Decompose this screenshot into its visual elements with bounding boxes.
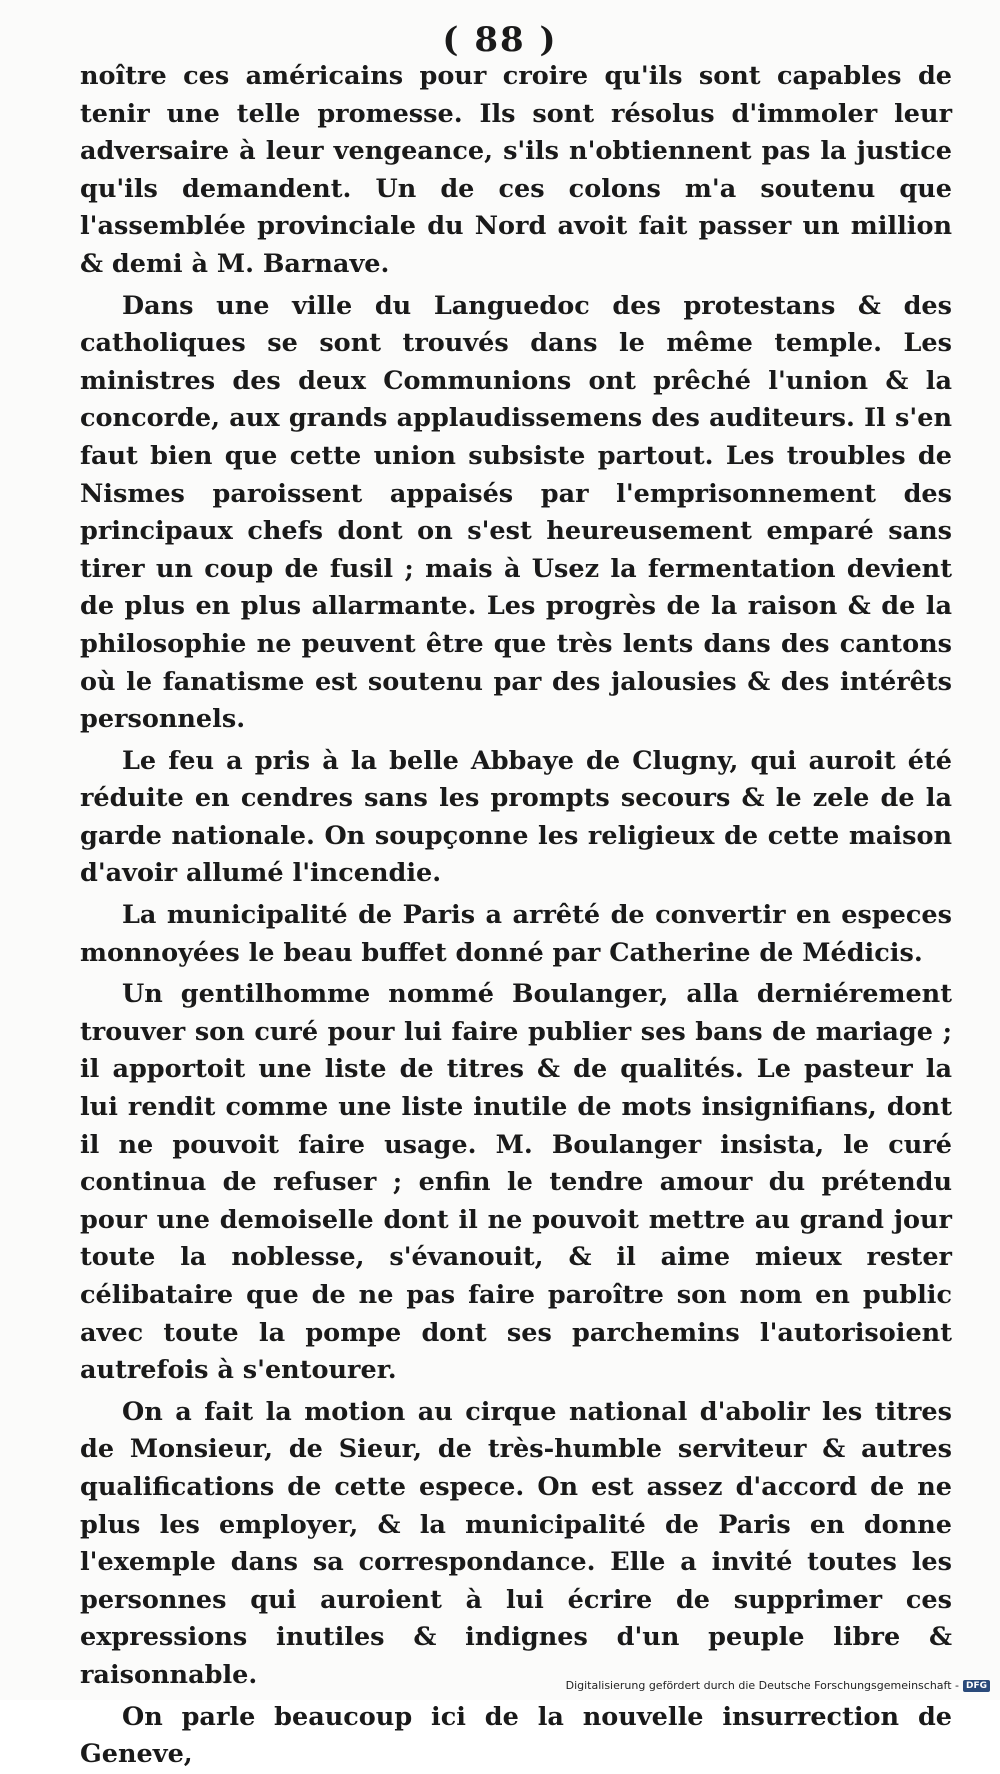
paragraph: On a fait la motion au cirque national d'abolir les titres de Monsieur, de Sieur, de très-humble serviteur & autres qualifications de cette espece. On est assez d'accord de ne plus les employer, & la municipalité de Paris en donne l'exemple dans sa correspondance. Elle a invité toutes les personnes qui auroient à lui écrire de supprimer ces expressions inutiles & indignes d'un peuple libre & raisonnable. (80, 1396, 952, 1690)
digitization-credit (566, 1679, 990, 1692)
paragraph: On parle beaucoup ici de la nouvelle insurrection de Geneve, (80, 1701, 952, 1770)
paragraph: Un gentilhomme nommé Boulanger, alla derniérement trouver son curé pour lui faire publier ses bans de mariage ; il apportoit une liste de titres & de qualités. Le pasteur la lui rendit comme une liste inutile de mots insignifians, dont il ne pouvoit faire usage. M. Boulanger insista, le curé continua de refuser ; enfin le tendre amour du prétendu pour une demoiselle dont il ne pouvoit mettre au grand jour toute la noblesse, s'évanouit, & il aime mieux rester célibataire que de ne pas faire paroître son nom en public avec toute la pompe dont ses parchemins l'autorisoient autrefois à s'entourer. (80, 979, 952, 1386)
paragraph: La municipalité de Paris a arrêté de convertir en especes monnoyées le beau buffet donné par Catherine de Médicis. (80, 900, 952, 968)
dfg-logo: DFG (963, 1680, 990, 1692)
paragraph: noître ces américains pour croire qu'ils sont capables de tenir une telle promesse. Ils sont résolus d'immoler leur adversaire à leur vengeance, s'ils n'obtiennent pas la justice qu'ils demandent. Un de ces colons m'a soutenu que l'assemblée provinciale du Nord avoit fait passer un million & demi à M. Barnave. (80, 61, 952, 279)
paragraph: Dans une ville du Languedoc des protestans & des catholiques se sont trouvés dans le même temple. Les ministres des deux Communions ont prêché l'union & la concorde, aux grands applaudissemens des auditeurs. Il s'en faut bien que cette union subsiste partout. Les troubles de Nismes paroissent appaisés par l'emprisonnement des principaux chefs dont on s'est heureusement emparé sans tirer un coup de fusil ; mais à Usez la fermentation devient de plus en plus allarmante. Les progrès de la raison & de la philosophie ne peuvent être que très lents dans des cantons où le fanatisme est soutenu par des jalousies & des intérêts personnels. (80, 290, 952, 735)
credit-text: Digitalisierung gefördert durch die Deutsche Forschungsgemeinschaft - (565, 1679, 959, 1692)
paragraph: Le feu a pris à la belle Abbaye de Clugny, qui auroit été réduite en cendres sans les prompts secours & le zele de la garde nationale. On soupçonne les religieux de cette maison d'avoir allumé l'incendie. (80, 745, 952, 889)
body-text (80, 58, 952, 1774)
page-number: ( 88 ) (442, 20, 558, 60)
